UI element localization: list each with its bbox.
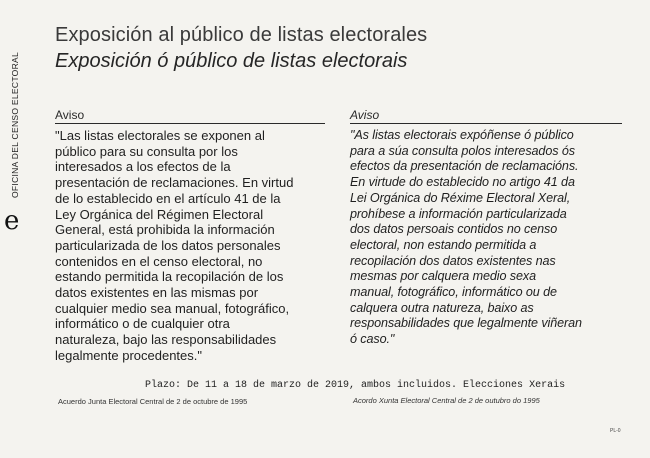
text-line: particularizada de los datos personales bbox=[55, 237, 281, 253]
text-line: "As listas electorais expóñense ó público bbox=[350, 128, 574, 142]
text-line: interesados a los efectos de la bbox=[55, 159, 231, 175]
text-line: dos datos persoais contidos no censo bbox=[350, 222, 558, 237]
text-line: "Las listas electorales se exponen al bbox=[55, 128, 265, 143]
text-line: efectos da presentación de reclamacións. bbox=[350, 159, 579, 174]
org-logo: e bbox=[4, 206, 20, 236]
text-line: datos existentes en las mismas por bbox=[55, 285, 259, 301]
page-title-galician: Exposición ó público de listas electorais bbox=[55, 50, 408, 72]
text-line: responsabilidades que legalmente viñeran bbox=[350, 316, 582, 331]
text-line: de lo establecido en el artículo 41 de la bbox=[55, 190, 281, 206]
text-line: estando permitida la recopilación de los bbox=[55, 269, 284, 285]
text-line: legalmente procedentes." bbox=[55, 347, 202, 363]
sidebar bbox=[2, 30, 30, 236]
text-line: público para su consulta por los bbox=[55, 143, 238, 159]
text-line: En virtude do establecido no artigo 41 da bbox=[350, 175, 575, 190]
text-line: presentación de reclamaciones. En virtud bbox=[55, 175, 294, 191]
text-line: calquera outra natureza, baixo as bbox=[350, 300, 534, 315]
text-line: prohíbese a información particularizada bbox=[350, 206, 567, 221]
text-line: manual, fotográfico, informático ou de bbox=[350, 285, 557, 300]
text-line: Lei Orgánica do Réxime Electoral Xeral, bbox=[350, 190, 571, 205]
notice-text-galician bbox=[350, 128, 622, 348]
notice-column-galician bbox=[350, 109, 622, 348]
text-line: mesmas por calquera medio sexa bbox=[350, 269, 536, 284]
plazo-stamp: Plazo: De 11 a 18 de marzo de 2019, ambos incluidos. Elecciones Xerais bbox=[145, 380, 566, 391]
text-line: electoral, non estando permitida a bbox=[350, 237, 537, 252]
text-line: recopilación dos datos existentes nas bbox=[350, 253, 556, 268]
page-code: PL-0 bbox=[610, 428, 621, 434]
text-line: ó caso." bbox=[350, 332, 395, 347]
footnote-spanish: Acuerdo Junta Electoral Central de 2 de octubre de 1995 bbox=[58, 397, 248, 406]
text-line: Ley Orgánica del Régimen Electoral bbox=[55, 206, 264, 222]
text-line: informático o de cualquier otra bbox=[55, 316, 230, 332]
notice-column-spanish bbox=[55, 109, 325, 364]
text-line: naturaleza, bajo las responsabilidades bbox=[55, 332, 277, 348]
text-line: General, está prohibida la información bbox=[55, 222, 275, 238]
text-line: para a súa consulta polos interesados ós bbox=[350, 143, 575, 158]
aviso-heading: Aviso bbox=[55, 109, 325, 124]
aviso-heading: Aviso bbox=[350, 109, 622, 124]
org-name: OFICINA DEL CENSO ELECTORAL bbox=[10, 51, 20, 198]
text-line: cualquier medio sea manual, fotográfico, bbox=[55, 300, 290, 316]
page-title: Exposición al público de listas electorales bbox=[55, 24, 428, 46]
text-line: contenidos en el censo electoral, no bbox=[55, 253, 263, 269]
notice-text-spanish bbox=[55, 128, 325, 364]
footnote-galician: Acordo Xunta Electoral Central de 2 de outubro do 1995 bbox=[353, 396, 540, 405]
